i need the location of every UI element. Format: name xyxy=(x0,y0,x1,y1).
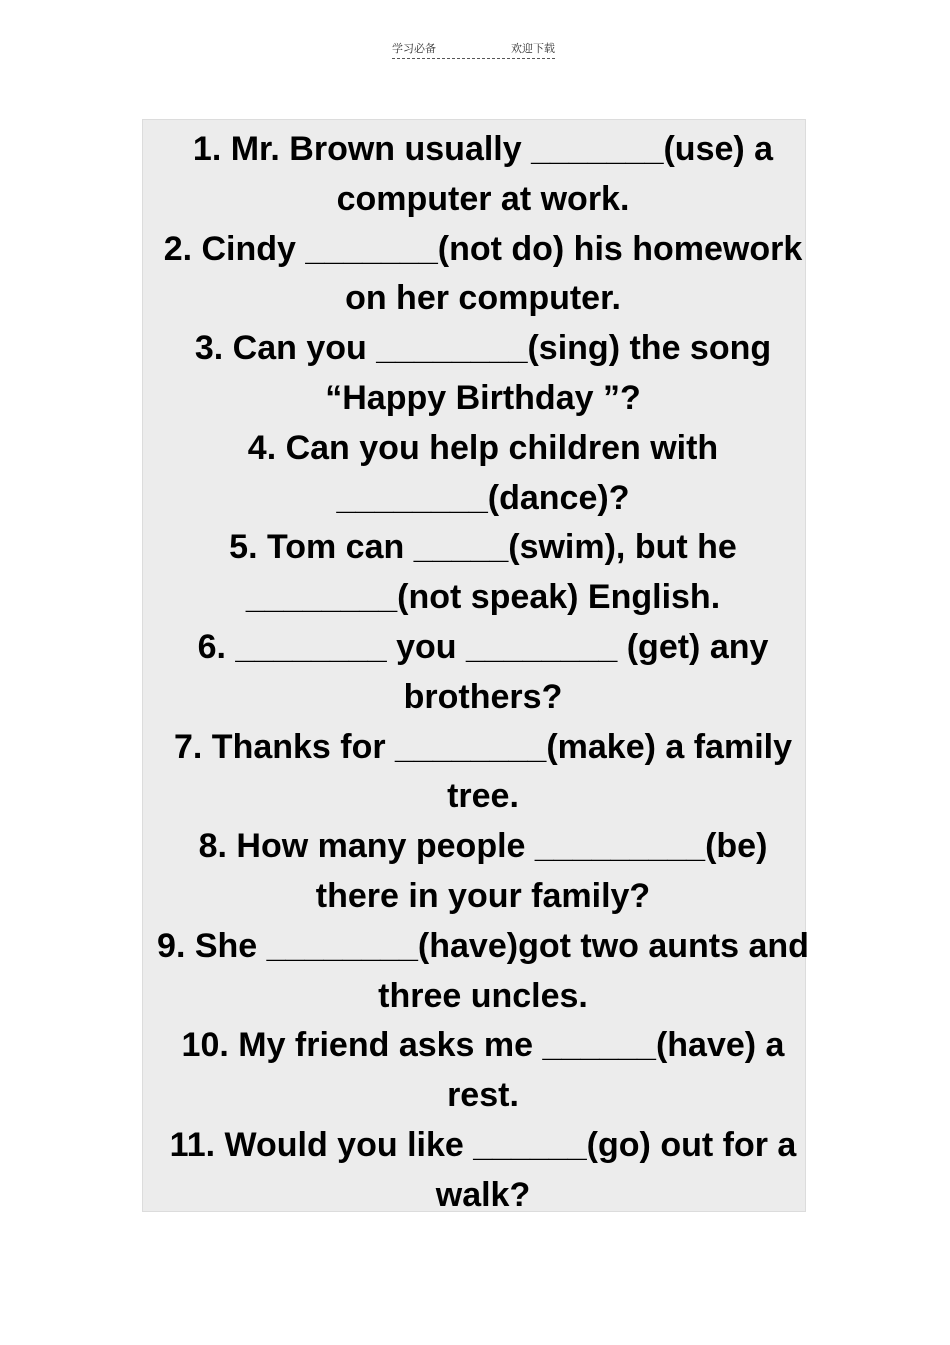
page-header xyxy=(392,38,555,59)
exercise-4-line-1: 4. Can you help children with xyxy=(247,428,719,467)
exercise-11-line-1: 11. Would you like ______(go) out for a xyxy=(169,1125,797,1164)
exercise-2-line-2: on her computer. xyxy=(345,279,621,318)
header-left-text: 学习必备 xyxy=(392,42,436,55)
exercise-11-line-2: walk? xyxy=(435,1175,531,1214)
exercise-7-line-2: tree. xyxy=(447,777,519,816)
exercise-panel xyxy=(142,119,809,1214)
exercise-4-line-2: ________(dance)? xyxy=(336,478,630,517)
exercise-8-line-1: 8. How many people _________(be) xyxy=(198,827,768,866)
header-right-text: 欢迎下载 xyxy=(511,42,555,55)
exercise-9-line-2: three uncles. xyxy=(378,976,588,1015)
exercise-list xyxy=(143,124,823,1220)
exercise-8-line-2: there in your family? xyxy=(315,876,651,915)
exercise-10-line-1: 10. My friend asks me ______(have) a xyxy=(181,1026,785,1065)
exercise-7-line-1: 7. Thanks for ________(make) a family xyxy=(174,727,792,766)
exercise-10-line-2: rest. xyxy=(447,1076,519,1115)
exercise-6-line-1: 6. ________ you ________ (get) any xyxy=(197,627,769,666)
exercise-2-line-1: 2. Cindy _______(not do) his homework xyxy=(163,229,803,268)
exercise-3-line-1: 3. Can you ________(sing) the song xyxy=(194,329,772,368)
exercise-5-line-1: 5. Tom can _____(swim), but he xyxy=(229,528,737,567)
exercise-3-line-2: “Happy Birthday ”? xyxy=(325,378,641,417)
exercise-1-line-1: 1. Mr. Brown usually _______(use) a xyxy=(192,130,774,168)
exercise-6-line-2: brothers? xyxy=(403,677,563,716)
exercise-1-line-2: computer at work. xyxy=(336,179,630,218)
exercise-9-line-1: 9. She ________(have)got two aunts and xyxy=(157,926,809,965)
exercise-5-line-2: ________(not speak) English. xyxy=(245,578,721,617)
